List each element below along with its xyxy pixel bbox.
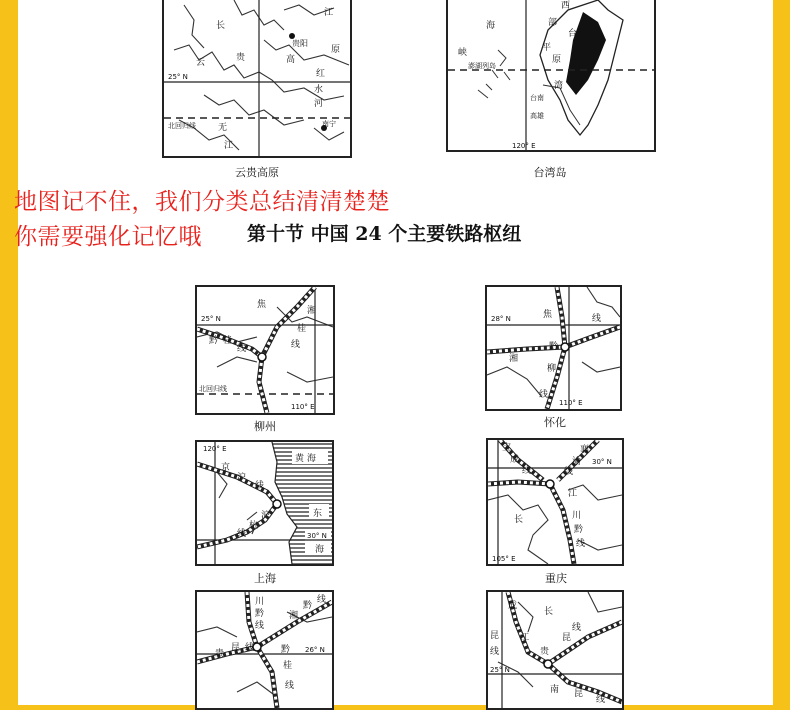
guiyang-hub-map bbox=[195, 590, 334, 710]
rail-label: 线 bbox=[564, 467, 574, 477]
rail-label: 昆 bbox=[562, 633, 572, 643]
map-label: 云 bbox=[196, 58, 206, 68]
latitude-label: 26° N bbox=[305, 646, 325, 654]
map-label: 红 bbox=[316, 69, 326, 79]
rail-label: 黔 bbox=[255, 609, 265, 619]
rail-label: 线 bbox=[592, 314, 602, 324]
content-panel bbox=[18, 0, 773, 705]
rail-label: 成 bbox=[508, 601, 518, 611]
river-label: 长 bbox=[544, 607, 554, 617]
map-caption: 台湾岛 bbox=[533, 166, 567, 179]
rail-label: 湘 bbox=[509, 354, 519, 364]
rail-label: 桂 bbox=[283, 661, 293, 671]
latitude-label: 25° N bbox=[490, 666, 510, 674]
rail-label: 柳 bbox=[547, 364, 557, 374]
rail-label: 昆 bbox=[490, 631, 500, 641]
rail-label: 川 bbox=[255, 597, 265, 607]
rail-label: 线 bbox=[522, 466, 532, 476]
map-label: 海 bbox=[486, 21, 496, 31]
rail-label: 京 bbox=[221, 463, 231, 473]
rail-label: 沪 bbox=[237, 473, 247, 483]
rail-label: 桂 bbox=[223, 336, 233, 346]
map-caption: 上海 bbox=[254, 572, 276, 585]
chongqing-hub-map bbox=[486, 438, 624, 566]
rail-label: 襄 bbox=[580, 445, 590, 455]
rail-label: 线 bbox=[255, 481, 265, 491]
map-caption: 重庆 bbox=[545, 572, 567, 585]
longitude-label: 110° E bbox=[291, 403, 315, 411]
kunming-hub-map bbox=[486, 590, 624, 710]
latitude-label: 28° N bbox=[491, 315, 511, 323]
rail-label: 黔 bbox=[574, 525, 584, 535]
city-label: 南宁 bbox=[322, 120, 336, 128]
map-label: 澎湖列岛 bbox=[468, 62, 496, 70]
rail-label: 沪 bbox=[261, 511, 271, 521]
latitude-label: 30° N bbox=[307, 532, 327, 540]
longitude-label: 105° E bbox=[492, 555, 516, 563]
rail-label: 桂 bbox=[297, 324, 307, 334]
rail-label: 线 bbox=[245, 643, 255, 653]
rail-label: 线 bbox=[285, 681, 295, 691]
rail-label: 成 bbox=[510, 455, 520, 465]
rail-label: 昆 bbox=[574, 689, 584, 699]
taiwan-island-map bbox=[446, 0, 656, 152]
rail-label: 线 bbox=[237, 344, 247, 354]
tropic-label: 北回归线 bbox=[168, 122, 196, 130]
latitude-label: 25° N bbox=[201, 315, 221, 323]
map-label: 台南 bbox=[530, 94, 544, 102]
map-label: 江 bbox=[324, 8, 334, 18]
rail-label: 线 bbox=[237, 529, 247, 539]
longitude-label: 110° E bbox=[559, 399, 583, 407]
river-label: 长 bbox=[514, 515, 524, 525]
map-label: 高雄 bbox=[530, 112, 544, 120]
latitude-label: 25° N bbox=[168, 73, 188, 81]
map-label: 部 bbox=[548, 18, 558, 28]
map-label: 长 bbox=[216, 21, 226, 31]
memory-note-line-1: 地图记不住，我们分类总结清清楚楚 bbox=[14, 189, 390, 215]
sea-label: 海 bbox=[315, 545, 325, 555]
map-label: 贵阳 bbox=[292, 39, 308, 48]
rail-label: 线 bbox=[317, 595, 327, 605]
map-label: 无 bbox=[218, 123, 228, 133]
liuzhou-hub-map bbox=[195, 285, 335, 415]
river-label: 江 bbox=[568, 489, 578, 499]
longitude-label: 120° E bbox=[203, 445, 227, 453]
rail-label: 线 bbox=[291, 340, 301, 350]
rail-label: 川 bbox=[572, 511, 582, 521]
map-label: 高 bbox=[286, 55, 296, 65]
map-label: 原 bbox=[552, 55, 562, 65]
sea-label: 东 bbox=[313, 509, 323, 519]
rail-label: 黔 bbox=[281, 645, 291, 655]
longitude-label: 120° E bbox=[512, 142, 536, 150]
map-label: 河 bbox=[314, 99, 324, 109]
map-caption: 怀化 bbox=[544, 416, 566, 429]
river-label: 江 bbox=[520, 633, 530, 643]
map-label: 峡 bbox=[458, 48, 468, 58]
rail-label: 杭 bbox=[249, 521, 259, 531]
latitude-label: 30° N bbox=[592, 458, 612, 466]
rail-label: 线 bbox=[576, 539, 586, 549]
rail-label: 贵 bbox=[215, 649, 225, 659]
map-label: 江 bbox=[224, 141, 234, 151]
rail-label: 焦 bbox=[257, 300, 267, 310]
map-label: 平 bbox=[542, 43, 552, 53]
memory-note-line-2: 你需要强化记忆哦 bbox=[14, 224, 202, 250]
rail-label: 线 bbox=[572, 623, 582, 633]
huaihua-hub-map bbox=[485, 285, 622, 411]
map-label: 台 bbox=[568, 29, 578, 39]
rail-label: 黔 bbox=[209, 336, 219, 346]
rail-label: 线 bbox=[539, 390, 549, 400]
rail-label: 湘 bbox=[289, 611, 299, 621]
map-label: 湾 bbox=[554, 81, 564, 91]
map-label: 西 bbox=[561, 1, 571, 11]
tropic-label: 北回归线 bbox=[199, 385, 227, 393]
map-label: 原 bbox=[331, 45, 341, 55]
yungui-plateau-map bbox=[162, 0, 352, 158]
rail-label: 贵 bbox=[540, 647, 550, 657]
rail-label: 南 bbox=[550, 685, 560, 695]
rail-label: 黔 bbox=[549, 342, 559, 352]
map-caption: 柳州 bbox=[254, 420, 276, 433]
rail-label: 黔 bbox=[303, 601, 313, 611]
map-caption: 云贵高原 bbox=[235, 166, 279, 179]
rail-label: 线 bbox=[490, 647, 500, 657]
map-label: 贵 bbox=[236, 53, 246, 63]
section-heading: 第十节 中国 24 个主要铁路枢纽 bbox=[247, 223, 522, 245]
rail-label: 湘 bbox=[307, 306, 317, 316]
rail-label: 线 bbox=[596, 695, 606, 705]
rail-label: 焦 bbox=[543, 310, 553, 320]
rail-label: 线 bbox=[255, 621, 265, 631]
map-label: 水 bbox=[314, 85, 324, 95]
sea-label: 黄 海 bbox=[295, 454, 316, 464]
rail-label: 宝 bbox=[502, 443, 512, 453]
rail-label: 昆 bbox=[231, 643, 241, 653]
shanghai-hub-map bbox=[195, 440, 334, 566]
rail-label: 渝 bbox=[572, 457, 582, 467]
